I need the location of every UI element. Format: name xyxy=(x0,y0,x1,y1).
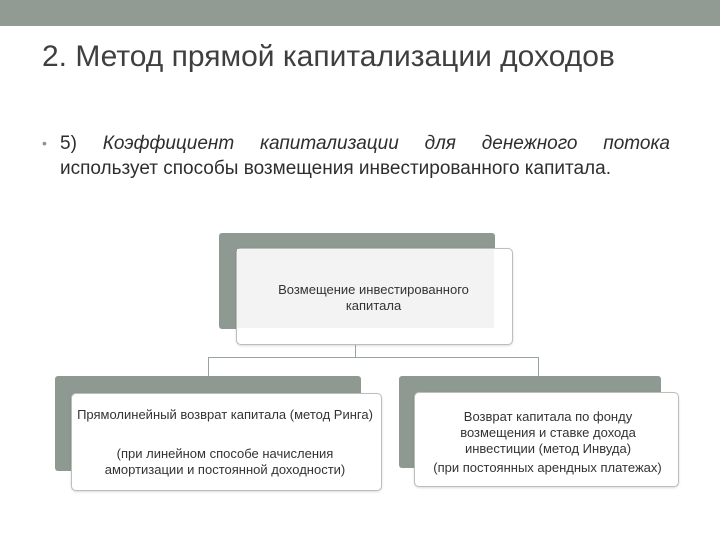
right-box xyxy=(414,392,679,487)
bullet-marker: • xyxy=(42,135,47,151)
left-box xyxy=(71,393,382,491)
top-band xyxy=(0,0,720,26)
bullet-italic-text: Коэффициент капитализации для денежного потока xyxy=(102,133,670,154)
top-box-label: Возмещение инвестированного капитала xyxy=(278,282,469,313)
bullet-item xyxy=(42,131,670,181)
left-box-note: (при линейном способе начисления амортизации и постоянной доходности) xyxy=(104,446,346,477)
bullet-number: 5) xyxy=(60,133,103,154)
left-box-title: Прямолинейный возврат капитала (метод Ринга) xyxy=(77,407,373,422)
right-box-note: (при постоянных арендных платежах) xyxy=(433,460,662,475)
top-box xyxy=(236,248,513,345)
right-box-title: Возврат капитала по фонду возмещения и ставке дохода инвестиции (метод Инвуда) xyxy=(460,409,636,456)
connector-horizontal xyxy=(208,357,539,358)
bullet-text xyxy=(60,131,670,181)
slide-title: 2. Метод прямой капитализации доходов xyxy=(42,40,615,73)
connector-right-drop xyxy=(538,357,539,376)
bullet-plain-text: использует способы возмещения инвестированного капитала. xyxy=(60,158,611,179)
connector-left-drop xyxy=(208,357,209,376)
